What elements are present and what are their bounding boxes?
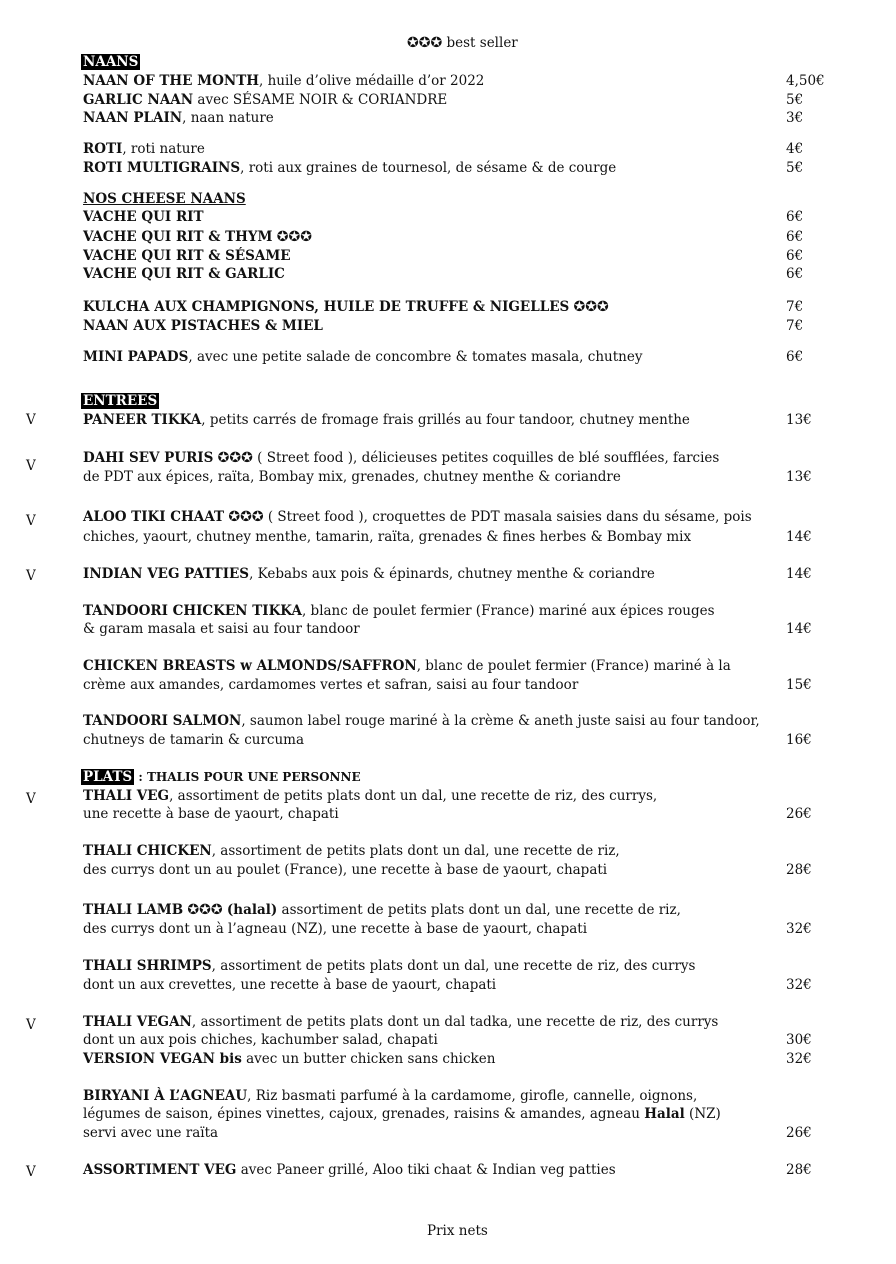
star-icon: ✪✪✪ [228,509,264,525]
veg-mark: V [26,412,36,428]
price: 26€ [786,806,812,822]
price: 15€ [786,677,812,693]
price: 6€ [786,266,804,282]
menu-item-desc: de PDT aux épices, raïta, Bombay mix, grenades, chutney menthe & coriandre [83,469,621,485]
price: 6€ [786,349,804,365]
price: 3€ [786,110,804,126]
price: 7€ [786,318,804,334]
price: 4€ [786,141,804,157]
menu-item: CHICKEN BREASTS w ALMONDS/SAFFRON, blanc de poulet fermier (France) mariné à la [83,658,731,674]
veg-mark: V [26,791,36,807]
menu-item-desc: une recette à base de yaourt, chapati [83,806,339,822]
menu-item-desc: servi avec une raïta [83,1125,219,1141]
menu-item: GARLIC NAAN avec SÉSAME NOIR & CORIANDRE [83,92,448,108]
footer-note: Prix nets [427,1223,488,1239]
menu-item-desc: dont un aux pois chiches, kachumber salad, chapati [83,1032,438,1048]
veg-mark: V [26,1164,36,1180]
star-icon: ✪✪✪ [407,35,443,51]
star-icon: ✪✪✪ [217,450,253,466]
menu-item: BIRYANI À L’AGNEAU, Riz basmati parfumé à la cardamome, girofle, cannelle, oignons, [83,1088,698,1104]
price: 5€ [786,160,804,176]
veg-mark: V [26,568,36,584]
menu-item-desc: chiches, yaourt, chutney menthe, tamarin, raïta, grenades & fines herbes & Bombay mix [83,529,692,545]
menu-item: VACHE QUI RIT & GARLIC [83,266,285,282]
price: 14€ [786,529,812,545]
section-header-plats: PLATS : THALIS POUR UNE PERSONNE [83,769,361,785]
menu-item: MINI PAPADS, avec une petite salade de concombre & tomates masala, chutney [83,349,643,365]
price: 6€ [786,248,804,264]
menu-item: ASSORTIMENT VEG avec Paneer grillé, Aloo tiki chaat & Indian veg patties [83,1162,616,1178]
price: 6€ [786,229,804,245]
menu-item: VACHE QUI RIT & THYM ✪✪✪ [83,229,312,245]
menu-item: DAHI SEV PURIS ✪✪✪ ( Street food ), délicieuses petites coquilles de blé soufflées, farcies [83,450,720,466]
price: 32€ [786,977,812,993]
menu-item-desc: & garam masala et saisi au four tandoor [83,621,360,637]
price: 13€ [786,469,812,485]
price: 30€ [786,1032,812,1048]
menu-item: THALI VEGAN, assortiment de petits plats dont un dal tadka, une recette de riz, des currys [83,1014,719,1030]
price: 32€ [786,1051,812,1067]
price: 13€ [786,412,812,428]
section-header-naans: NAANS [83,54,139,70]
price: 7€ [786,299,804,315]
menu-item-desc: légumes de saison, épines vinettes, cajoux, grenades, raisins & amandes, agneau Halal (NZ) [83,1106,721,1122]
menu-item: THALI LAMB ✪✪✪ (halal) assortiment de petits plats dont un dal, une recette de riz, [83,902,681,918]
price: 28€ [786,862,812,878]
price: 26€ [786,1125,812,1141]
menu-item: THALI SHRIMPS, assortiment de petits plats dont un dal, une recette de riz, des currys [83,958,696,974]
menu-item: INDIAN VEG PATTIES, Kebabs aux pois & épinards, chutney menthe & coriandre [83,566,655,582]
menu-item: VERSION VEGAN bis avec un butter chicken sans chicken [83,1051,496,1067]
menu-item-desc: chutneys de tamarin & curcuma [83,732,305,748]
star-icon: ✪✪✪ [573,299,609,315]
menu-item: NAAN OF THE MONTH, huile d’olive médaille d’or 2022 [83,73,485,89]
menu-item-desc: crème aux amandes, cardamomes vertes et safran, saisi au four tandoor [83,677,579,693]
price: 14€ [786,566,812,582]
star-icon: ✪✪✪ [276,229,312,245]
menu-item: THALI CHICKEN, assortiment de petits plats dont un dal, une recette de riz, [83,843,620,859]
menu-item: KULCHA AUX CHAMPIGNONS, HUILE DE TRUFFE & NIGELLES ✪✪✪ [83,299,609,315]
menu-item: THALI VEG, assortiment de petits plats dont un dal, une recette de riz, des currys, [83,788,658,804]
section-header-entrees: ENTREES [83,393,158,409]
menu-item: NAAN AUX PISTACHES & MIEL [83,318,323,334]
price: 14€ [786,621,812,637]
price: 16€ [786,732,812,748]
veg-mark: V [26,458,36,474]
menu-item: ROTI MULTIGRAINS, roti aux graines de tournesol, de sésame & de courge [83,160,617,176]
menu-item: NAAN PLAIN, naan nature [83,110,274,126]
price: 32€ [786,921,812,937]
veg-mark: V [26,513,36,529]
menu-item-desc: des currys dont un au poulet (France), une recette à base de yaourt, chapati [83,862,608,878]
price: 4,50€ [786,73,825,89]
menu-item-desc: dont un aux crevettes, une recette à base de yaourt, chapati [83,977,497,993]
price: 28€ [786,1162,812,1178]
menu-item: VACHE QUI RIT [83,209,204,225]
menu-item: TANDOORI SALMON, saumon label rouge mariné à la crème & aneth juste saisi au four tandoor, [83,713,760,729]
best-seller-legend: ✪✪✪ best seller [407,35,518,51]
price: 6€ [786,209,804,225]
menu-item: ROTI, roti nature [83,141,205,157]
menu-item: TANDOORI CHICKEN TIKKA, blanc de poulet fermier (France) mariné aux épices rouges [83,603,715,619]
menu-item: PANEER TIKKA, petits carrés de fromage frais grillés au four tandoor, chutney menthe [83,412,690,428]
menu-item: VACHE QUI RIT & SÉSAME [83,248,291,264]
subsection-header-cheese-naans: NOS CHEESE NAANS [83,191,246,207]
menu-item: ALOO TIKI CHAAT ✪✪✪ ( Street food ), croquettes de PDT masala saisies dans du sésame, pois [83,509,752,525]
star-icon: ✪✪✪ [187,902,223,918]
menu-item-desc: des currys dont un à l’agneau (NZ), une recette à base de yaourt, chapati [83,921,588,937]
veg-mark: V [26,1017,36,1033]
price: 5€ [786,92,804,108]
